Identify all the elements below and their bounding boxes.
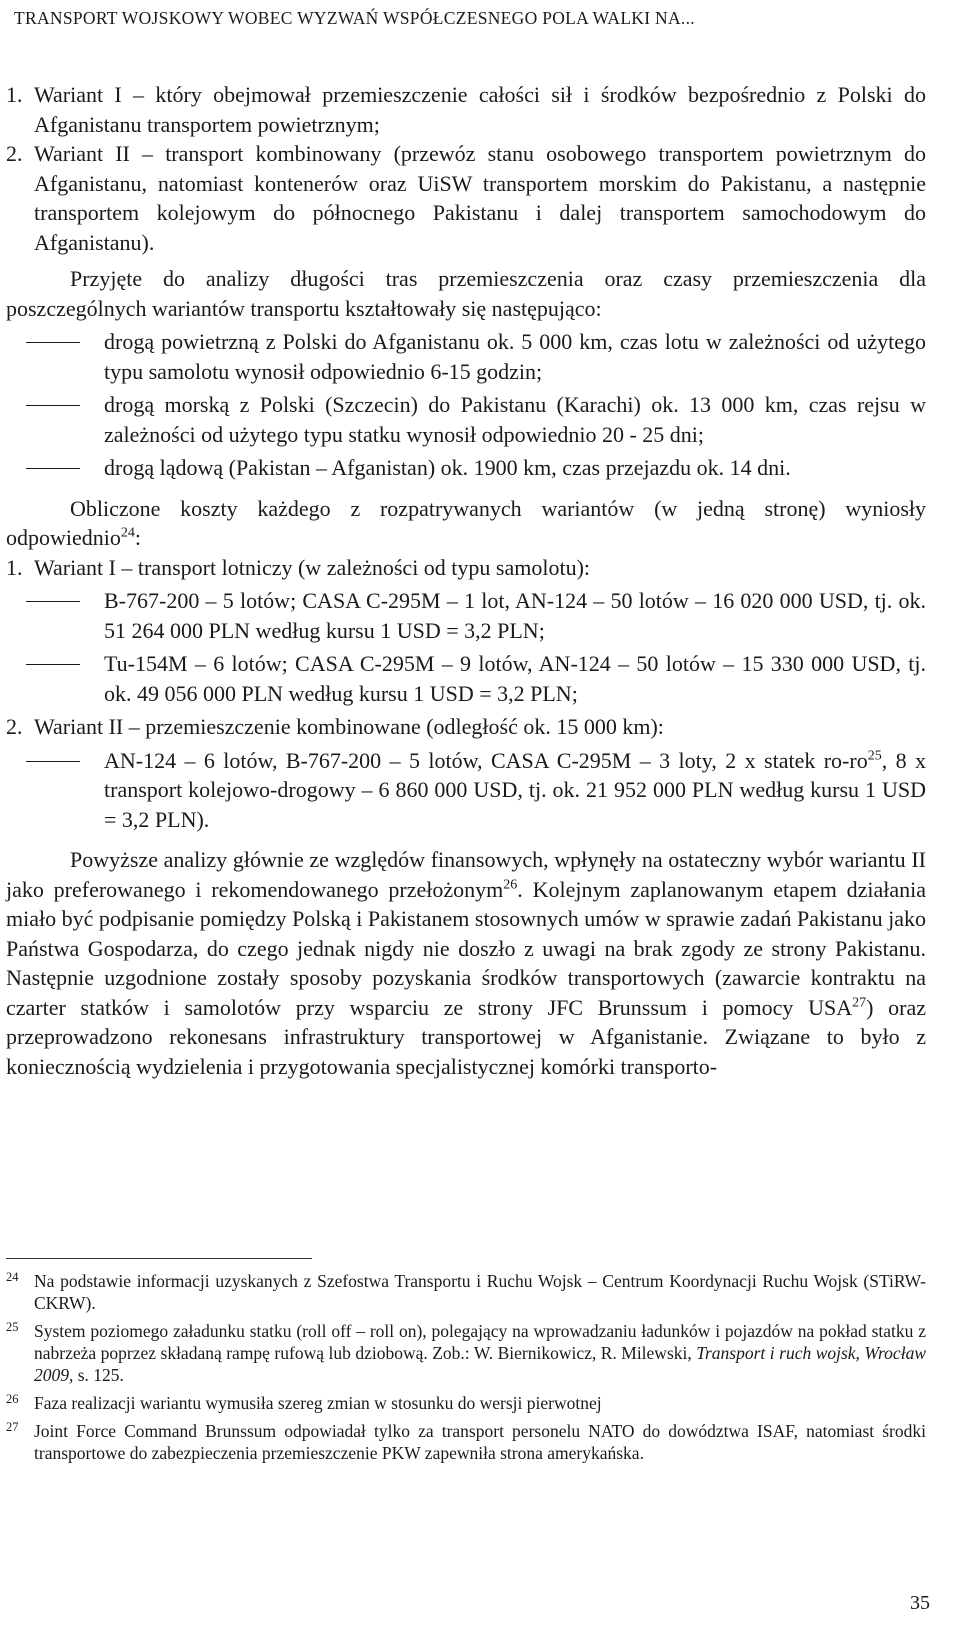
- footnote-text-part: s. 125.: [73, 1365, 124, 1385]
- footnote-text: Joint Force Command Brunssum odpowiadał tylko za transport personelu NATO do dowództwa ISAF, natomiast środki transportowe do zabezpieczenia przemieszczenie PKW zapewniła strona amerykańska.: [34, 1421, 926, 1463]
- route-text: drogą powietrzną z Polski do Afganistanu ok. 5 000 km, czas lotu w zależności od użytego typu samolotu wynosił odpowiednio 6-15 godzin;: [104, 329, 926, 384]
- list-number: 2.: [6, 141, 23, 166]
- list-text: Wariant I – transport lotniczy (w zależności od typu samolotu):: [34, 554, 591, 580]
- cost-item: [26, 746, 926, 835]
- footnote-ref: 24: [120, 525, 135, 541]
- footnote: [6, 1392, 926, 1414]
- footnote-ref: 27: [852, 995, 867, 1011]
- list-text: Wariant I – który obejmował przemieszczenie całości sił i środków bezpośrednio z Polski do Afganistanu transportem powietrznym;: [34, 82, 926, 137]
- footnote: [6, 1420, 926, 1464]
- route-item: [26, 390, 926, 449]
- footnote-text-part: System poziomego załadunku statku (roll off – roll on), polegający na wprowadzaniu ładunków i pojazdów na pokład statku z nabrzeża poprzez składaną rampę rufową lub dziobową. Zob.: W. Biernikowicz, R. Milewski,: [34, 1321, 926, 1363]
- variant-list-item: [6, 80, 926, 139]
- cost-variant-item: [6, 712, 926, 742]
- closing-text: ) oraz przeprowadzono rekonesans infrastruktury transportowej w Afganistanie. Związane to było z koniecznością wydzielenia i przygotowania specjalistycznej komórki transporto-: [6, 994, 926, 1079]
- footnote-separator: [6, 1258, 312, 1259]
- route-item: [26, 327, 926, 386]
- cited-title: Transport i ruch wojsk, Wrocław 2009,: [34, 1343, 926, 1385]
- dash-bullet: [26, 649, 104, 708]
- page-number: 35: [910, 1592, 930, 1614]
- body-text: [6, 80, 926, 1081]
- footnote: [6, 1320, 926, 1386]
- cost-text: Tu-154M – 6 lotów; CASA C-295M – 9 lotów, AN-124 – 50 lotów – 15 330 000 USD, tj. ok. 49 056 000 PLN według kursu 1 USD = 3,2 PLN;: [104, 651, 926, 706]
- footnote-ref: 25: [867, 748, 882, 764]
- cost-item: [26, 586, 926, 645]
- footnote-ref: 26: [503, 877, 518, 893]
- running-header: TRANSPORT WOJSKOWY WOBEC WYZWAŃ WSPÓŁCZESNEGO POLA WALKI NA...: [14, 8, 944, 29]
- footnote-text: Faza realizacji wariantu wymusiła szereg zmian w stosunku do wersji pierwotnej: [34, 1393, 602, 1413]
- footnote-number: 24: [6, 1270, 19, 1284]
- route-text: drogą morską z Polski (Szczecin) do Pakistanu (Karachi) ok. 13 000 km, czas rejsu w zależności od użytego typu statku wynosił odpowiednio 20 - 25 dni;: [104, 392, 926, 447]
- route-text: drogą lądową (Pakistan – Afganistan) ok. 1900 km, czas przejazdu ok. 14 dni.: [104, 455, 791, 480]
- footnotes: [6, 1270, 926, 1470]
- dash-bullet: [26, 453, 104, 483]
- closing-text: Powyższe analizy głównie ze względów finansowych, wpłynęły na ostateczny wybór wariantu II jako preferowanego i rekomendowanego przełożonym: [6, 847, 926, 902]
- cost-item: [26, 649, 926, 708]
- cost-text: B-767-200 – 5 lotów; CASA C-295M – 1 lot, AN-124 – 50 lotów – 16 020 000 USD, tj. ok. 51 264 000 PLN według kursu 1 USD = 3,2 PLN;: [104, 588, 926, 643]
- cost-text: [104, 746, 926, 835]
- dash-bullet: [26, 746, 104, 835]
- footnote-number: 27: [6, 1420, 19, 1434]
- list-number: 2.: [6, 714, 23, 739]
- costs-text: Obliczone koszty każdego z rozpatrywanych wariantów (w jedną stronę) wyniosły odpowiednio: [6, 495, 926, 550]
- cost-text-part: AN-124 – 6 lotów, B-767-200 – 5 lotów, CASA C-295M – 3 loty, 2 x statek ro-ro: [104, 747, 868, 773]
- dash-bullet: [26, 327, 104, 386]
- costs-suffix: :: [134, 525, 142, 550]
- variant-list-item: [6, 139, 926, 257]
- cost-text-part: , 8 x transport kolejowo-drogowy – 6 860 000 USD, tj. ok. 21 952 000 PLN według kursu 1 USD = 3,2 PLN).: [104, 747, 927, 832]
- dash-bullet: [26, 390, 104, 449]
- closing-text: . Kolejnym zaplanowanym etapem działania miało być podpisanie pomiędzy Polską i Pakistanem stosownych umów w sprawie zadań Pakistanu jako Państwa Gospodarza, do czego jednak nigdy nie doszło z uwagi na brak zgody ze strony Pakistanu. Następnie uzgodnione zostały sposoby pozyskania środków transportowych (zawarcie kontraktu na czarter statków i samolotów przy wsparciu ze strony JFC Brunssum i pomocy USA: [6, 876, 926, 1020]
- route-item: [26, 453, 926, 483]
- list-text: Wariant II – przemieszczenie kombinowane (odległość ok. 15 000 km):: [34, 714, 664, 739]
- cost-variant-item: [6, 553, 926, 583]
- dash-bullet: [26, 586, 104, 645]
- footnote-text: [34, 1320, 926, 1386]
- routes-paragraph: Przyjęte do analizy długości tras przemieszczenia oraz czasy przemieszczenia dla poszczególnych wariantów transportu kształtowały się następująco:: [6, 266, 926, 321]
- footnote-number: 26: [6, 1392, 19, 1406]
- list-number: 1.: [6, 554, 23, 580]
- list-text: Wariant II – transport kombinowany (przewóz stanu osobowego transportem powietrznym do Afganistanu, natomiast kontenerów oraz UiSW transportem morskim do Pakistanu, a następnie transportem kolejowym do północnego Pakistanu i dalej transportem samochodowym do Afganistanu).: [34, 141, 926, 255]
- list-number: 1.: [6, 82, 23, 107]
- costs-paragraph: [6, 494, 926, 553]
- closing-paragraph: [6, 845, 926, 1081]
- footnote-text: Na podstawie informacji uzyskanych z Szefostwa Transportu i Ruchu Wojsk – Centrum Koordynacji Ruchu Wojsk (STiRW-CKRW).: [34, 1271, 926, 1313]
- footnote: [6, 1270, 926, 1314]
- footnote-number: 25: [6, 1320, 19, 1334]
